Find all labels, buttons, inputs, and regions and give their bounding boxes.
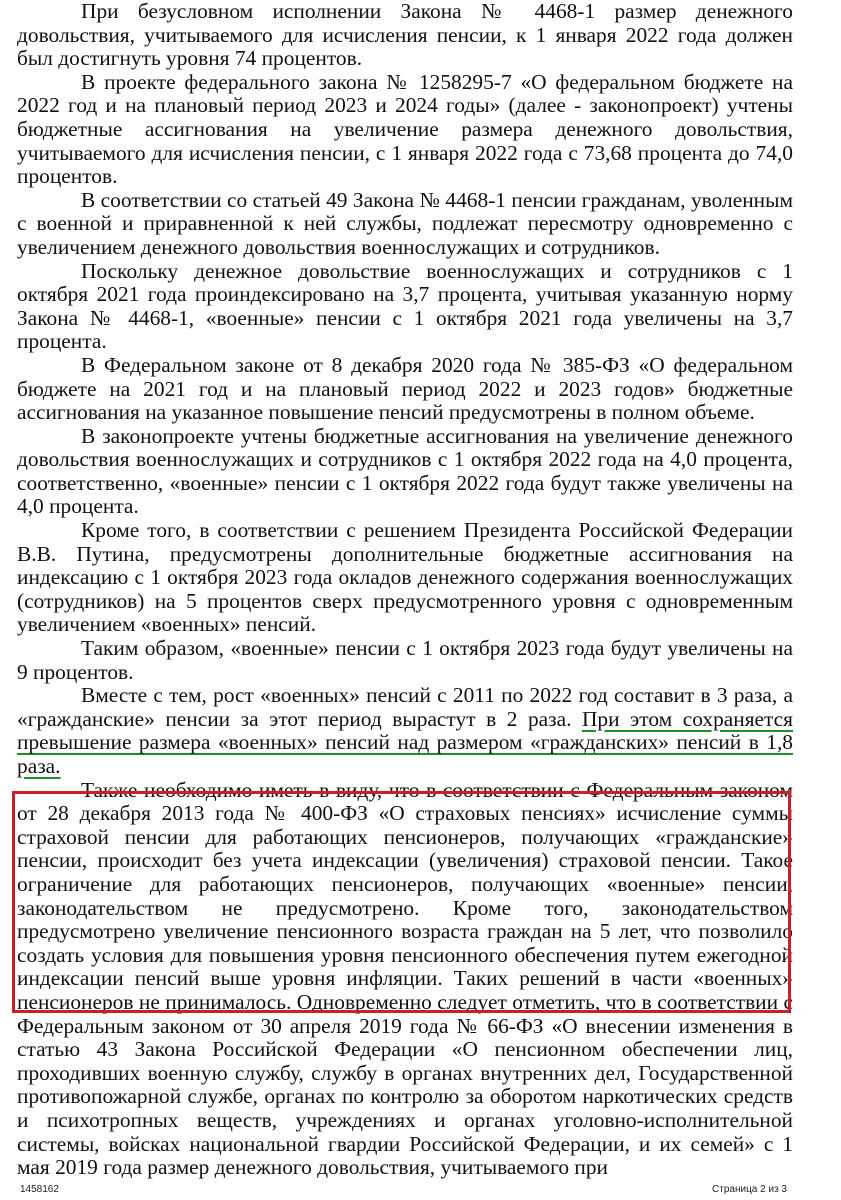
paragraph-8: Таким образом, «военные» пенсии с 1 октября 2023 года будут увеличены на 9 процентов. — [17, 636, 793, 684]
highlighted-paragraph-plain: Вместе с тем, рост «военных» пенсий с 2011 по 2022 год составит в 3 раза, а «гражданские» пенсии за этот период вырастут в 2 раза. — [17, 683, 793, 731]
paragraph-4: Поскольку денежное довольствие военнослужащих и сотрудников с 1 октября 2021 года проиндексировано на 3,7 процента, учитывая указанную норму Закона № 4468-1, «военные» пенсии с 1 октября 2021 года увеличены на 3,7 процента. — [17, 258, 793, 354]
paragraph-2: В проекте федерального закона № 1258295-7 «О федеральном бюджете на 2022 год и на плановый период 2023 и 2024 годы» (далее - законопроект) учтены бюджетные ассигнования на увеличение размера денежного довольствия, учитываемого для исчисления пенсии, с 1 января 2022 года с 73,68 процента до 74,0 процентов. — [17, 69, 793, 189]
highlighted-paragraph — [17, 684, 793, 778]
paragraph-1: При безусловном исполнении Закона № 4468-1 размер денежного довольствия, учитываемого для исчисления пенсии, к 1 января 2022 года должен был достигнуть уровня 74 процентов. — [17, 0, 793, 71]
page-number: Страница 2 из 3 — [712, 1184, 787, 1195]
paragraph-6: В законопроекте учтены бюджетные ассигнования на увеличение денежного довольствия военнослужащих и сотрудников с 1 октября 2022 года на 4,0 процента, соответственно, «военные» пенсии с 1 октября 2022 года будут также увеличены на 4,0 процента. — [17, 423, 793, 519]
red-highlight-box — [12, 791, 791, 1013]
boxed-paragraph: Также необходимо иметь в виду, что в соответствии с Федеральным законом от 28 декабря 2013 года № 400-ФЗ «О страховых пенсиях» исчисление суммы страховой пенсии для работающих пенсионеров, получающих «гражданские» пенсии, происходит без учета индексации (увеличения) страховой пенсии. Такое ограничение для работающих пенсионеров, получающих «военные» пенсии, законодательством не предусмотрено. Кроме того, законодательством предусмотрено увеличение пенсионного возраста граждан на 5 лет, что позволило создать условия для повышения уровня пенсионного обеспечения путем ежегодной индексации пенсий выше уровня инфляции. Таких решений в части «военных» пенсионеров не принималось. Одновременно следует отметить, что в соответствии с Федеральным законом от 30 апреля 2019 года № 66-ФЗ «О внесении изменения в статью 43 Закона Российской Федерации «О пенсионном обеспечении лиц, проходивших военную службу, службу в органах внутренних дел, Государственной противопожарной службе, органах по контролю за оборотом наркотических средств и психотропных веществ, учреждениях и органах уголовно-исполнительной системы, войсках национальной гвардии Российской Федерации, и их семей» с 1 мая 2019 года размер денежного довольствия, учитываемого при — [17, 777, 793, 1180]
paragraph-7: Кроме того, в соответствии с решением Президента Российской Федерации В.В. Путина, предусмотрены дополнительные бюджетные ассигнования на индексацию с 1 октября 2023 года окладов денежного содержания военнослужащих (сотрудников) на 5 процентов сверх предусмотренного уровня с одновременным увеличением «военных» пенсий. — [17, 518, 793, 637]
green-underlined-text: При этом сохраняется превышение размера «военных» пенсий над размером «гражданских» пенсий в 1,8 раза. — [17, 706, 793, 778]
document-number: 1458162 — [20, 1184, 59, 1195]
paragraph-5: В Федеральном законе от 8 декабря 2020 года № 385-ФЗ «О федеральном бюджете на 2021 год и на плановый период 2022 и 2023 годов» бюджетные ассигнования на указанное повышение пенсий предусмотрены в полном объеме. — [17, 352, 793, 425]
paragraph-3: В соответствии со статьей 49 Закона № 4468-1 пенсии гражданам, уволенным с военной и приравненной к ней службы, подлежат пересмотру одновременно с увеличением денежного довольствия военнослужащих и сотрудников. — [17, 187, 793, 259]
